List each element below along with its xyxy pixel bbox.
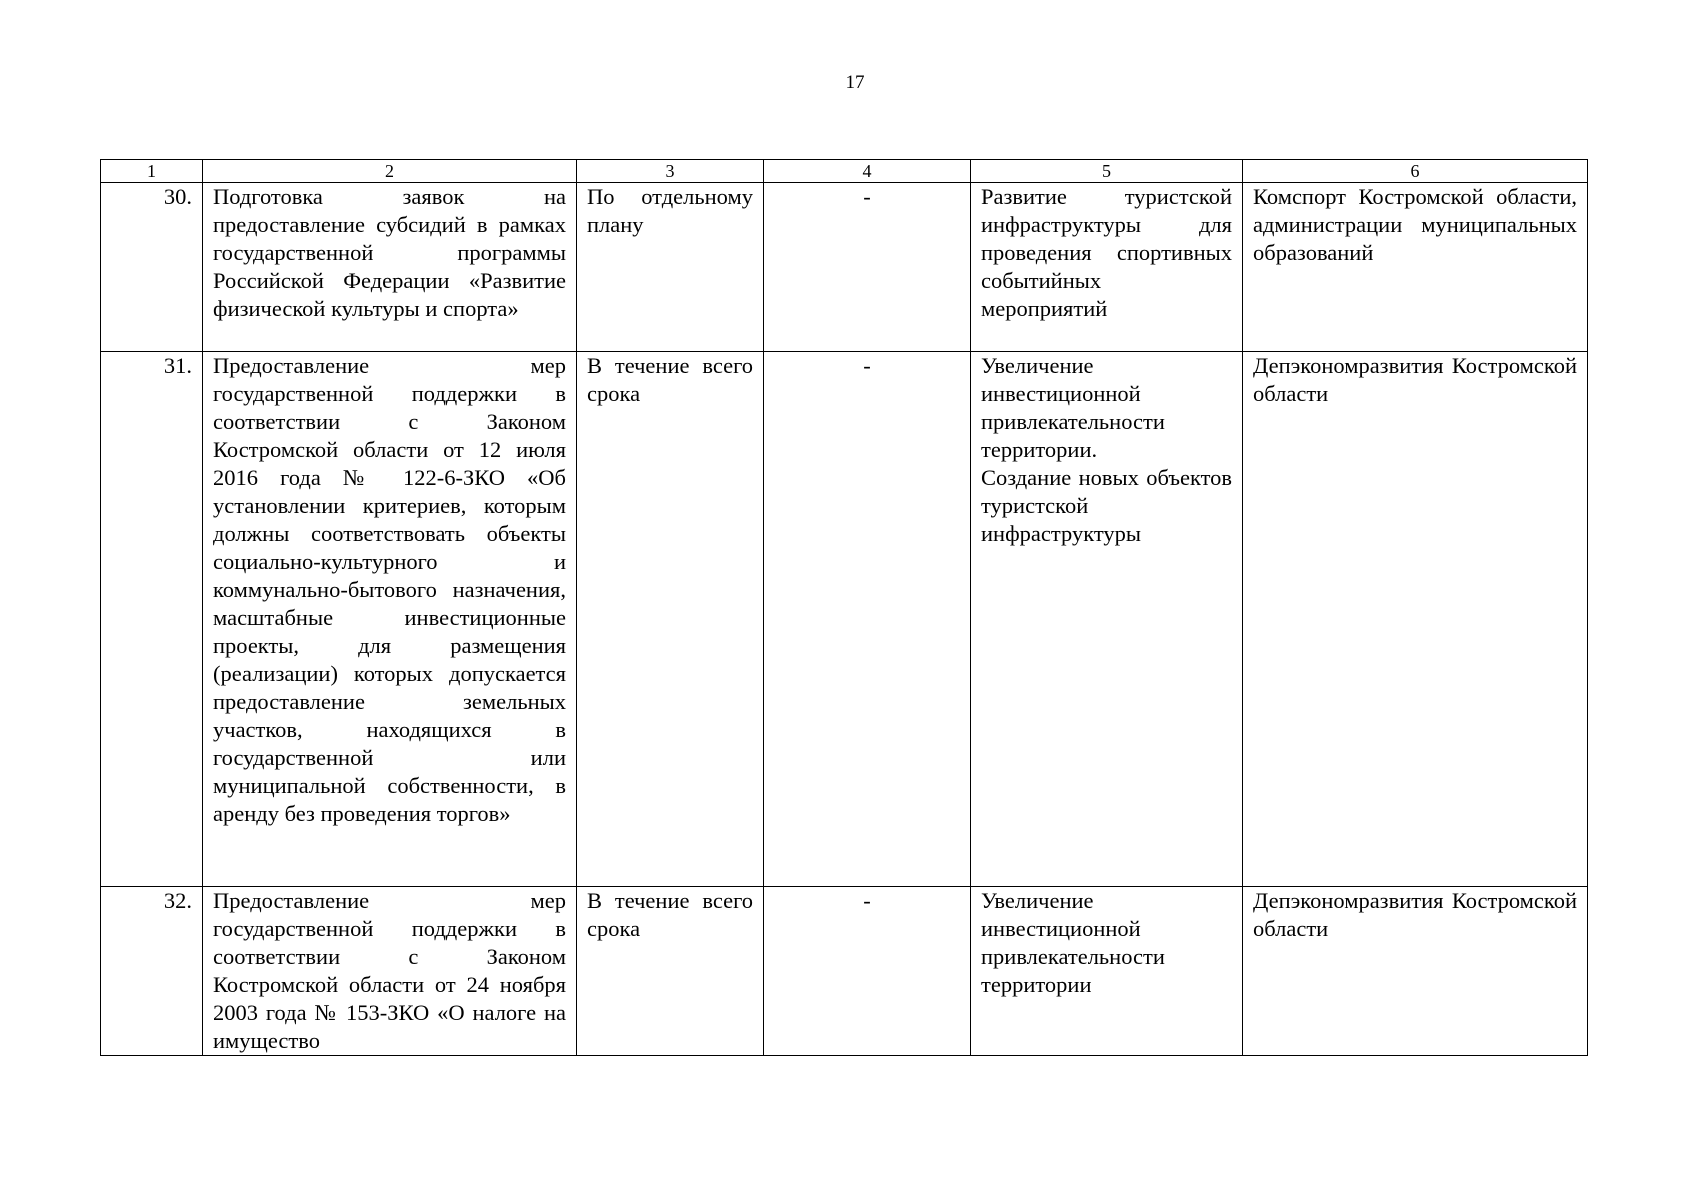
term-cell: В течение всего срока bbox=[577, 352, 764, 887]
funding-cell: - bbox=[764, 887, 971, 1056]
plan-table bbox=[100, 159, 1588, 1056]
term-cell: В течение всего срока bbox=[577, 887, 764, 1056]
row-number: 30. bbox=[101, 183, 203, 352]
column-header: 6 bbox=[1243, 160, 1588, 183]
result-cell: Развитие туристской инфраструктуры для проведения спортивных событийных мероприятий bbox=[971, 183, 1243, 352]
page-number: 17 bbox=[845, 72, 865, 93]
result-cell bbox=[971, 352, 1243, 887]
responsible-cell: Комспорт Костромской области, администрации муниципальных образований bbox=[1243, 183, 1588, 352]
result-cell: Увеличение инвестиционной привлекательности территории bbox=[971, 887, 1243, 1056]
term-cell: По отдельному плану bbox=[577, 183, 764, 352]
column-header: 2 bbox=[203, 160, 577, 183]
column-header: 1 bbox=[101, 160, 203, 183]
row-number: 31. bbox=[101, 352, 203, 887]
responsible-cell: Депэкономразвития Костромской области bbox=[1243, 887, 1588, 1056]
activity-cell: Подготовка заявок на предоставление субсидий в рамках государственной программы Российской Федерации «Развитие физической культуры и спорта» bbox=[203, 183, 577, 352]
table-row bbox=[101, 183, 1588, 352]
column-header: 4 bbox=[764, 160, 971, 183]
table-header-row bbox=[101, 160, 1588, 183]
activity-cell: Предоставление мер государственной поддержки в соответствии с Законом Костромской области от 12 июля 2016 года № 122-6-ЗКО «Об установлении критериев, которым должны соответствовать объекты социально-культурного и коммунально-бытового назначения, масштабные инвестиционные проекты, для размещения (реализации) которых допускается предоставление земельных участков, находящихся в государственной или муниципальной собственности, в аренду без проведения торгов» bbox=[203, 352, 577, 887]
row-number: 32. bbox=[101, 887, 203, 1056]
column-header: 3 bbox=[577, 160, 764, 183]
result-line: Создание новых объектов туристской инфраструктуры bbox=[981, 465, 1232, 546]
table-row bbox=[101, 352, 1588, 887]
table-row bbox=[101, 887, 1588, 1056]
funding-cell: - bbox=[764, 352, 971, 887]
responsible-cell: Депэкономразвития Костромской области bbox=[1243, 352, 1588, 887]
column-header: 5 bbox=[971, 160, 1243, 183]
activity-cell: Предоставление мер государственной поддержки в соответствии с Законом Костромской области от 24 ноября 2003 года № 153-ЗКО «О налоге на имущество bbox=[203, 887, 577, 1056]
result-line: Увеличение инвестиционной привлекательности территории. bbox=[981, 353, 1165, 462]
funding-cell: - bbox=[764, 183, 971, 352]
